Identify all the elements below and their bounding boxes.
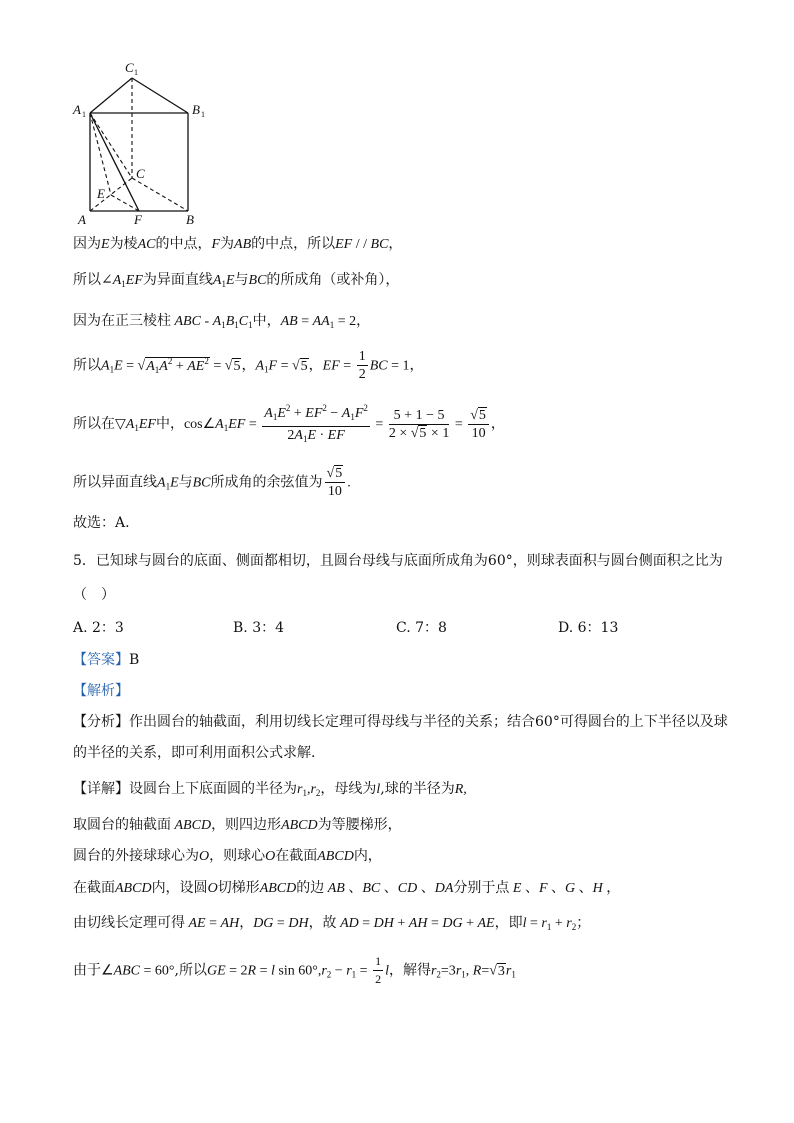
- solution-line-3: 因为在正三棱柱 ABC - $A_1B_1C_1$中，AB = $AA_1 = 2$，: [73, 313, 371, 330]
- label-b1: B: [192, 102, 200, 117]
- edge-c1b1: [132, 78, 188, 113]
- prism-figure: [70, 58, 220, 230]
- label-c1: C: [125, 60, 134, 75]
- solution-line-1: 因为E为棱AC的中点，F为AB的中点，所以EF / / BC，: [73, 236, 403, 252]
- detail-line-2: 取圆台的轴截面 ABCD，则四边形ABCD为等腰梯形，: [73, 817, 402, 833]
- question-5-paren: （ ）: [73, 587, 115, 603]
- segment-a1e: [90, 113, 111, 195]
- label-b: B: [186, 212, 194, 227]
- fenxi-line-2: 的半径的关系，即可利用面积公式求解.: [73, 745, 316, 761]
- detail-line-4: 在截面ABCD内，设圆O切梯形ABCD的边 AB 、BC 、CD 、DA分别于点 E 、F 、G 、H ，: [73, 880, 621, 896]
- edge-a1c1: [90, 78, 132, 113]
- svg-text:1: 1: [201, 110, 205, 119]
- segment-a1c: [90, 113, 132, 178]
- edge-cb: [132, 178, 188, 211]
- analysis-tag: 【解析】: [73, 683, 129, 699]
- solution-line-2: 所以$\angle A_1EF$为异面直线$A_1E$与BC的所成角（或补角），: [73, 272, 400, 289]
- solution-line-5: 所以在$▽A_1EF$中，$\cos\angle A_1EF$ = $\frac{A_1E^2 + EF^2 - A_1F^2}{2A_1E \cdot EF}$ = $\frac{5 + 1 - 5}{2 \times √5 \times 1}$ = $\frac{√5}{10}$ ，: [73, 400, 505, 448]
- question-5-stem: 5．已知球与圆台的底面、侧面都相切，且圆台母线与底面所成角为60°，则球表面积与圆台侧面积之比为: [73, 553, 723, 569]
- fenxi-line-1: 【分析】作出圆台的轴截面，利用切线长定理可得母线与半径的关系；结合60°可得圆台的上下半径以及球: [73, 714, 728, 730]
- label-f: F: [134, 212, 142, 227]
- detail-line-6: 由于∠ABC = 60°,所以GE = 2R = l $\sin 60^\circ,r_2 - r_1$ = $\frac{1}{2}$ l，解得$r_2=3r_1$, $R=√3r_1$: [73, 954, 516, 986]
- solution-line-7: 故选：A.: [73, 515, 130, 531]
- option-c: C. 7：8: [396, 620, 447, 636]
- option-d: D. 6：13: [558, 620, 619, 636]
- svg-text:1: 1: [134, 68, 138, 77]
- label-a1: A: [73, 102, 81, 117]
- solution-line-4: 所以$A_1E = √A_1A^2 + AE^2 = √5$，$A_1F = √5$，EF = $\frac{1}{2}$ BC = 1，: [73, 349, 424, 382]
- answer-tag: 【答案】: [73, 652, 129, 668]
- detail-line-3: 圆台的外接球球心为O，则球心O在截面ABCD内，: [73, 848, 382, 864]
- svg-text:1: 1: [82, 110, 86, 119]
- label-e: E: [97, 186, 105, 201]
- option-a: A. 2：3: [73, 620, 124, 636]
- answer-line: [73, 650, 139, 670]
- detail-line-5: 由切线长定理可得 AE = AH，DG = DH，故 AD = DH + AH = DG + AE，即$l = r_1 + r_2$；: [73, 915, 591, 932]
- solution-line-6: 所以异面直线$A_1E$与BC所成角的余弦值为 $\frac{√5}{10}$ .: [73, 466, 351, 499]
- answer-value: B: [129, 652, 140, 668]
- detail-line-1: 【详解】设圆台上下底面圆的半径为$r_1,r_2$，母线为l,球的半径为R,: [73, 781, 467, 798]
- label-a: A: [78, 212, 86, 227]
- label-c: C: [136, 166, 145, 181]
- option-b: B. 3：4: [233, 620, 285, 636]
